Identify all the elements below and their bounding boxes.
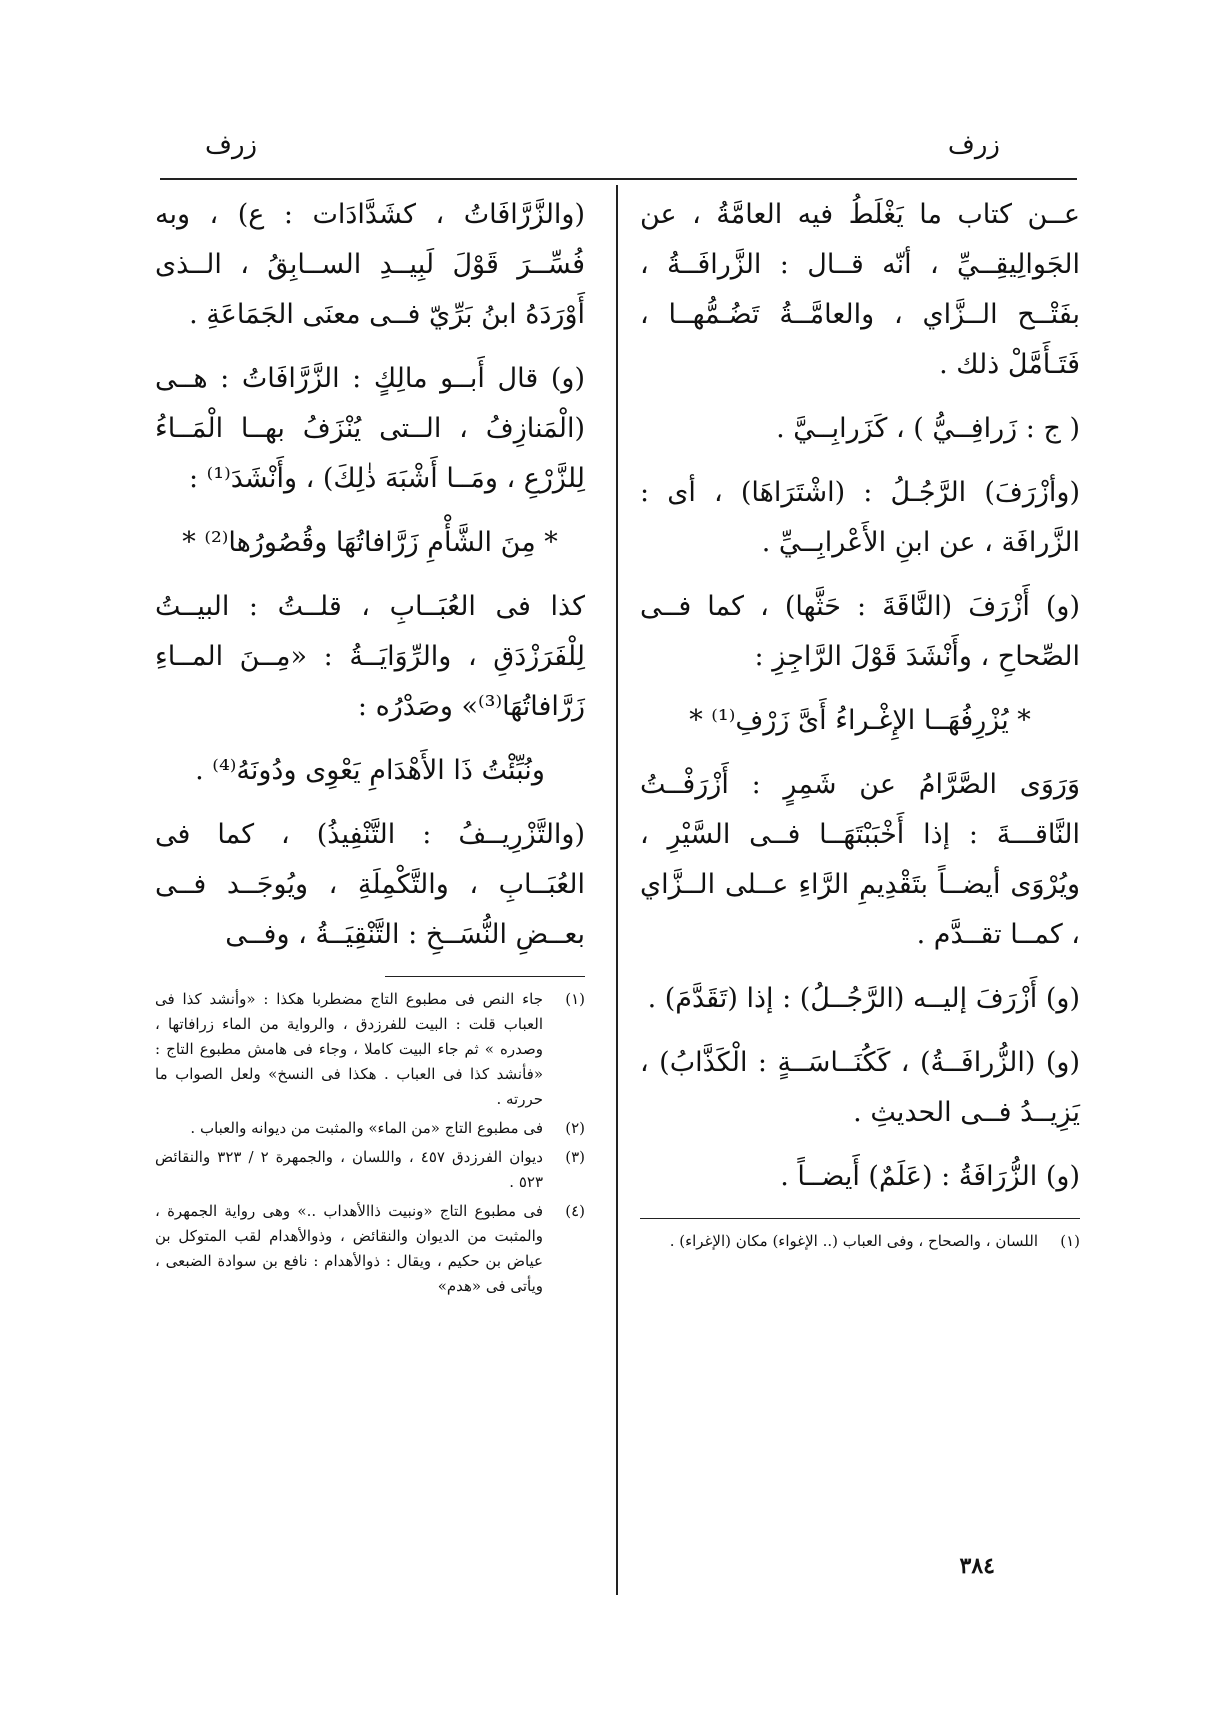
footnote-text: فى مطبوع التاج «من الماء» والمثبت من ديوانه والعباب . xyxy=(190,1119,543,1137)
footnote-number: (١) xyxy=(565,990,585,1008)
footnote-text: جاء النص فى مطبوع التاج مضطربا هكذا : «وأنشد كذا فى العباب قلت : البيت للفرزدق ، والرواية من الماء زرافاتها ، وصدره » ثم جاء البيت كاملا ، وجاء فى هامش مطبوع التاج : «فأنشد كذا فى العباب . هكذا فى النسخ» ولعل الصواب ما حررته . xyxy=(155,990,543,1108)
footnote-text: ديوان الفرزدق ٤٥٧ ، واللسان ، والجمهرة ٢ / ٣٢٣ والنقائض ٥٢٣ . xyxy=(155,1148,543,1191)
running-header-right: زرف xyxy=(947,130,1000,160)
paragraph: (والتَّزْرِيــفُ : التَّنْفِيذُ) ، كما فى العُبَــابِ ، والتَّكْمِلَةِ ، ويُوجَــد فــى بعــضِ النُّسَــخِ : التَّنْقِيَــةُ ، وفــى xyxy=(155,819,585,950)
footnote-number: (١) xyxy=(1060,1232,1080,1250)
footnote xyxy=(155,1199,585,1299)
footnote-number: (٤) xyxy=(565,1202,585,1220)
paragraph: (وأزْرَفَ) الرَّجُـلُ : (اشْتَرَاهَا) ، أى : الزَّرافَة ، عن ابنِ الأَعْرابِــيِّ . xyxy=(640,477,1080,558)
column-divider xyxy=(616,185,618,1595)
footnote xyxy=(155,987,585,1112)
paragraph: (و) الزُّرَافَةُ : (عَلَمٌ) أَيضــاً . xyxy=(780,1161,1080,1192)
paragraph: عــن كتاب ما يَغْلَطُ فيه العامَّةُ ، عن الجَوالِيقِــيِّ ، أنّه قــال : الزَّرافَــةُ ، بفَتْــح الــزَّاي ، والعامَّــةُ تَضُـمُّهــا ، فَتَـأَمَّلْ ذلك . xyxy=(640,199,1080,380)
page-number: ٣٨٤ xyxy=(959,1553,995,1579)
footnote-number: (٣) xyxy=(565,1148,585,1166)
paragraph: (و) أَزْرَفَ إليــه (الرَّجُــلُ) : إذا (تَقَدَّمَ) . xyxy=(647,983,1080,1014)
footnote xyxy=(155,1116,585,1141)
left-column xyxy=(155,190,585,1303)
footnote-rule xyxy=(385,976,585,977)
footnote-text: فى مطبوع التاج «ونبيت ذاالأهداب ..» وهى رواية الجمهرة ، والمثبت من الديوان والنقائض ، وذوالأهدام لقب المتوكل بن عياض بن حكيم ، ويقال : ذوالأهدام : نافع بن سوادة الضبعى ، ويأتى فى «هدم» xyxy=(155,1202,543,1295)
paragraph: (و) قال أَبــو مالِكٍ : الزَّرَّافَاتُ : هــى (الْمَنازِفُ ، الــتى يُنْزَفُ بهــا الْمَــاءُ لِلزَّرْعِ ، ومَــا أَشْبَهَ ذٰلِكَ) ، وأَنْشَدَ⁽¹⁾ : xyxy=(155,363,585,494)
running-header-left: زرف xyxy=(205,130,258,160)
paragraph: (و) (الزُّرافَــةُ) ، كَكُنَــاسَــةٍ : الْكَذَّابُ) ، يَزِيــدُ فــى الحديثِ . xyxy=(640,1047,1080,1128)
verse-line: * يُزْرِفُهَــا الإِغْـراءُ أَىَّ زَرْفِ⁽¹⁾ * xyxy=(689,705,1031,736)
header-rule xyxy=(160,178,1077,180)
footnote-text: اللسان ، والصحاح ، وفى العباب (.. الإغواء) مكان (الإغراء) . xyxy=(669,1232,1038,1250)
right-column xyxy=(640,190,1080,1258)
paragraph: كذا فى العُبَــابِ ، قلــتُ : البيــتُ لِلْفَرَزْدَقِ ، والرِّوَايَــةُ : «مِــنَ المــاءِ زَرَّافاتُهَا⁽³⁾» وصَدْرُه : xyxy=(155,591,585,722)
footnote-number: (٢) xyxy=(565,1119,585,1137)
footnote xyxy=(640,1229,1080,1254)
paragraph: (والزَّرَّافَاتُ ، كشَدَّادَات : ع) ، وبه فُسِّــرَ قَوْلَ لَبِيــدِ الســابِقُ ، الــذى أَوْرَدَهُ ابنُ بَرِّيّ فــى معنَى الجَمَاعَةِ . xyxy=(155,199,585,330)
footnote-rule xyxy=(640,1218,1080,1219)
verse-line: ونُبِّئْتُ ذَا الأَهْدَامِ يَعْوِى ودُونَهُ⁽⁴⁾ . xyxy=(195,755,545,786)
paragraph: وَرَوَى الصَّرَّامُ عن شَمِرٍ : أَزْرَفْــتُ النَّاقـــةَ : إذا أَخْبَبْتَهَــا فــى السَّيْرِ ، ويُرْوَى أيضــاً بتَقْدِيمِ الرَّاءِ عــلى الــزَّاي ، كمــا تقــدَّم . xyxy=(640,769,1080,950)
paragraph: (و) أَزْرَفَ (النَّاقَةَ : حَثَّها) ، كما فــى الصِّحاحِ ، وأَنْشَدَ قَوْلَ الرَّاجِزِ : xyxy=(640,591,1080,672)
footnote xyxy=(155,1145,585,1195)
verse-line: * مِنَ الشَّأْمِ زَرَّافاتُهَا وقُصُورُها⁽²⁾ * xyxy=(182,527,558,558)
paragraph: ( ج : زَرافِــيُّ ) ، كَزَرابِــيَّ . xyxy=(776,413,1080,444)
